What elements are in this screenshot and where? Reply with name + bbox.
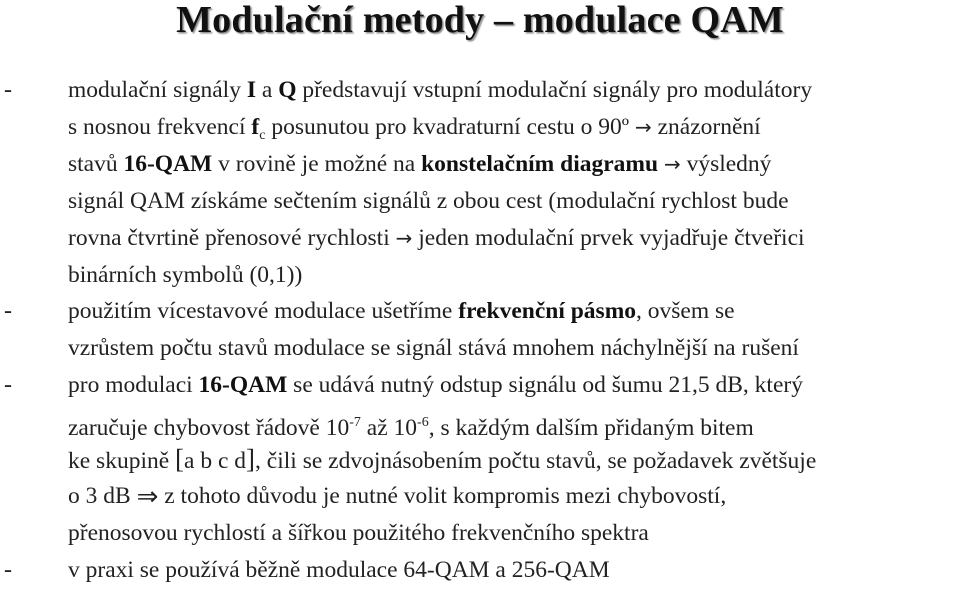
text-line — [68, 330, 956, 367]
text-line — [68, 293, 956, 330]
text-segment: c — [259, 128, 266, 143]
text-line — [68, 146, 956, 183]
text-segment: modulační signály — [68, 77, 247, 103]
text-line — [68, 404, 956, 441]
text-segment: jeden modulační prvek vyjadřuje čtveřici — [412, 225, 805, 251]
arrow-icon: → — [663, 152, 681, 176]
text-segment: z tohoto důvodu je nutné volit kompromis mezi chybovostí, — [158, 483, 727, 509]
text-segment: , čili se zdvojnásobením počtu stavů, se požadavek zvětšuje — [255, 448, 817, 474]
text-line — [68, 72, 956, 109]
text-line — [68, 441, 956, 478]
text-line — [68, 515, 956, 552]
slide-title: Modulační metody – modulace QAM — [176, 0, 784, 41]
text-segment: -6 — [417, 415, 429, 430]
text-line — [68, 478, 956, 515]
text-segment: rovna čtvrtině přenosové rychlosti — [68, 225, 396, 251]
text-segment: ke skupině — [68, 448, 176, 474]
text-segment: až 10 — [360, 415, 418, 441]
text-segment: s nosnou frekvencí — [68, 114, 252, 140]
arrow-icon: → — [395, 226, 413, 250]
text-segment: [ — [175, 444, 185, 474]
text-segment: stavů — [68, 151, 124, 177]
bullet-text — [68, 293, 956, 367]
text-segment: použitím vícestavové modulace ušetříme — [68, 298, 459, 324]
bullet-dash: - — [4, 298, 12, 324]
text-segment: se udává nutný odstup signálu od šumu 21,5 dB, který — [287, 372, 803, 398]
text-line — [68, 220, 956, 257]
text-segment: o 3 dB — [68, 483, 137, 509]
bullet-dash: - — [4, 557, 12, 583]
text-segment: v praxi se používá běžně modulace 64-QAM a 256-QAM — [68, 557, 610, 583]
text-segment: , s každým dalším přidaným bitem — [428, 415, 754, 441]
text-segment: znázornění — [651, 114, 761, 140]
bullet-text — [68, 552, 956, 589]
text-segment: konstelačním diagramu — [421, 151, 659, 177]
text-segment: 16-QAM — [198, 372, 288, 398]
text-line — [68, 183, 956, 220]
text-segment: ] — [246, 444, 256, 474]
text-line — [68, 552, 956, 589]
text-line — [68, 257, 956, 294]
text-segment: pro modulaci — [68, 372, 199, 398]
text-line — [68, 367, 956, 404]
text-segment: binárních symbolů (0,1)) — [68, 262, 303, 288]
text-segment: zaručuje chybovost řádově 10 — [68, 415, 350, 441]
text-segment: a — [256, 77, 279, 103]
text-segment: posunutou pro kvadraturní cestu o 90º — [265, 114, 635, 140]
text-segment: v rovině je možné na — [212, 151, 422, 177]
text-segment: f — [251, 114, 260, 140]
text-segment: Q — [278, 77, 297, 103]
text-segment: frekvenční pásmo — [458, 298, 637, 324]
bullet-dash: - — [4, 372, 12, 398]
text-segment: 16-QAM — [123, 151, 213, 177]
bullet-text — [68, 367, 956, 552]
bullet-dash: - — [4, 77, 12, 103]
bullet-text — [68, 72, 956, 294]
text-segment: přenosovou rychlostí a šířkou použitého frekvenčního spektra — [68, 520, 649, 546]
text-segment: výsledný — [680, 151, 772, 177]
text-segment: signál QAM získáme sečtením signálů z obou cest (modulační rychlost bude — [68, 188, 789, 214]
text-segment: I — [246, 77, 256, 103]
text-segment: -7 — [349, 415, 361, 430]
text-line — [68, 109, 956, 146]
text-segment: , ovšem se — [636, 298, 735, 324]
arrow-icon: → — [634, 115, 652, 139]
text-segment: vzrůstem počtu stavů modulace se signál stává mnohem náchylnější na rušení — [68, 335, 799, 361]
text-segment: představují vstupní modulační signály pro modulátory — [296, 77, 813, 103]
arrow-icon: ⇒ — [136, 482, 159, 512]
text-segment: a b c d — [184, 448, 247, 474]
